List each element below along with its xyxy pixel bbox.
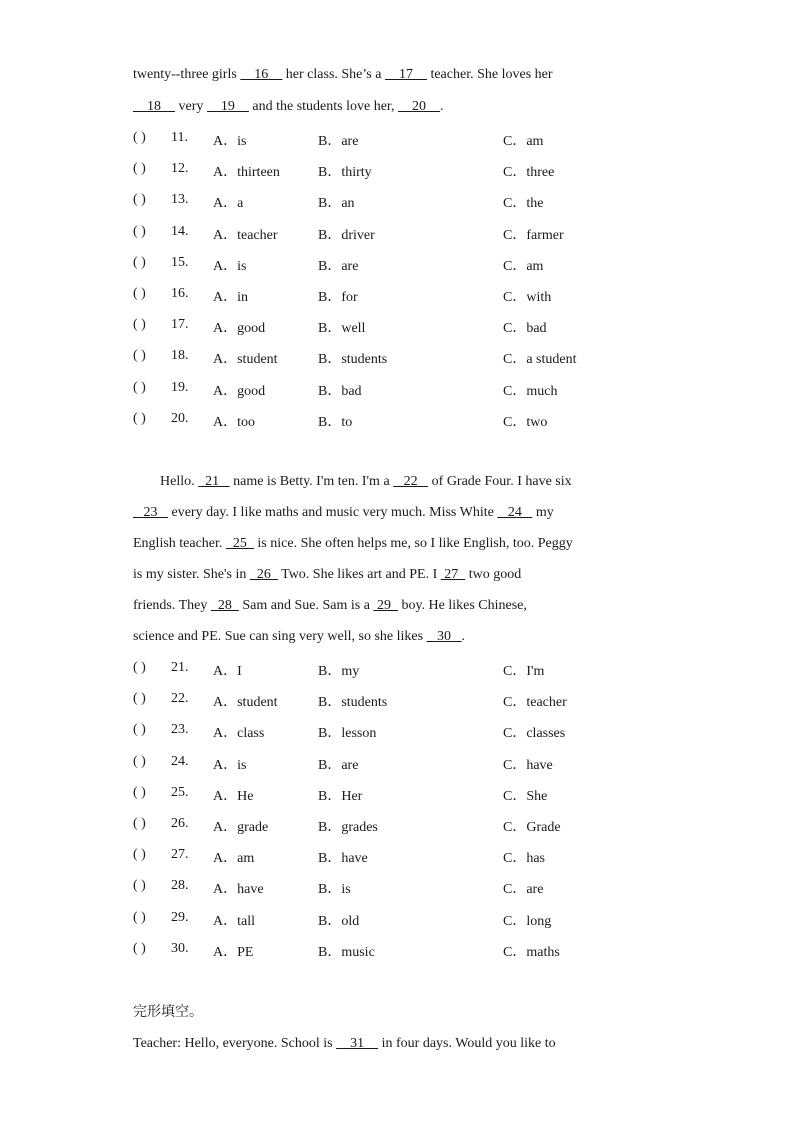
blank-17: 17	[384, 67, 427, 82]
option-b: B．lesson	[318, 726, 377, 742]
option-b: B．thirty	[318, 165, 372, 181]
option-a: A．have	[213, 882, 264, 898]
option-b: B．driver	[318, 227, 375, 243]
blank-29: 29	[373, 598, 398, 613]
option-c: C．maths	[503, 944, 560, 960]
question-number: 16.	[171, 286, 189, 301]
option-a: A．student	[213, 695, 278, 711]
option-b: B．bad	[318, 383, 362, 399]
text: English teacher.	[133, 536, 226, 551]
text: is my sister. She's in	[133, 567, 250, 582]
question-number: 23.	[171, 722, 189, 738]
option-a: A．class	[213, 726, 265, 742]
option-a: A．a	[213, 196, 244, 212]
option-a: A．is	[213, 258, 247, 274]
question-number: 11.	[171, 130, 188, 145]
option-c: C．much	[503, 383, 558, 399]
blank-16: 16	[240, 67, 283, 82]
option-c: C．has	[503, 851, 545, 867]
answer-paren[interactable]: ( )	[133, 161, 146, 177]
text: teacher. She loves her	[426, 67, 553, 82]
option-b: B．grades	[318, 820, 378, 835]
option-a: A．thirteen	[213, 165, 280, 181]
option-a: A．too	[213, 414, 255, 430]
option-b: B．students	[318, 695, 388, 711]
passage2-line6	[133, 629, 465, 645]
option-c: C．bad	[503, 321, 547, 337]
answer-paren[interactable]: ( )	[133, 691, 146, 707]
answer-paren[interactable]: ( )	[133, 223, 146, 239]
text: every day. I like maths and music very much. Miss White	[168, 505, 498, 520]
answer-paren[interactable]: ( )	[133, 784, 146, 800]
text: of Grade Four. I have six	[428, 474, 572, 489]
option-c: C．am	[503, 258, 544, 274]
option-b: B．old	[318, 913, 360, 929]
question-number: 27.	[171, 847, 189, 863]
text: Hello.	[160, 474, 199, 489]
question-number: 20.	[171, 410, 189, 426]
option-c: C．She	[503, 788, 548, 804]
question-number: 21.	[171, 660, 189, 675]
option-b: B．have	[318, 851, 368, 867]
text: .	[440, 99, 444, 114]
answer-paren[interactable]: ( )	[133, 317, 146, 333]
option-b: B．are	[318, 757, 359, 773]
option-a: A．good	[213, 383, 266, 399]
option-c: C．long	[503, 913, 552, 929]
option-b: B．Her	[318, 788, 363, 804]
text: friends. They	[133, 598, 211, 613]
option-b: B．for	[318, 290, 358, 305]
option-c: C．two	[503, 414, 548, 430]
option-b: B．to	[318, 414, 353, 430]
option-b: B．are	[318, 134, 359, 149]
option-b: B．my	[318, 664, 360, 679]
passage1-line1	[133, 67, 553, 83]
answer-paren[interactable]: ( )	[133, 348, 146, 364]
blank-25: 25	[225, 536, 254, 551]
answer-paren[interactable]: ( )	[133, 722, 146, 738]
question-number: 22.	[171, 691, 189, 707]
text: .	[461, 629, 466, 644]
option-a: A．in	[213, 290, 248, 305]
option-a: A．He	[213, 788, 254, 804]
section-heading: 完形填空。	[133, 1004, 203, 1020]
passage2-line4	[133, 567, 521, 583]
option-c: C．I'm	[503, 664, 545, 679]
option-a: A．student	[213, 352, 278, 368]
answer-paren[interactable]: ( )	[133, 660, 146, 675]
option-c: C．am	[503, 134, 544, 149]
text: two good	[465, 567, 522, 582]
blank-22: 22	[393, 474, 429, 489]
text: and the students love her,	[248, 99, 399, 114]
passage2-line3	[133, 536, 573, 552]
blank-20: 20	[398, 99, 441, 114]
blank-23: 23	[133, 505, 168, 520]
option-c: C．with	[503, 290, 552, 305]
passage1-line2	[133, 99, 444, 115]
answer-paren[interactable]: ( )	[133, 254, 146, 270]
answer-paren[interactable]: ( )	[133, 192, 146, 208]
question-number: 29.	[171, 909, 189, 925]
passage2-line1	[160, 474, 572, 490]
text: twenty--three girls	[133, 67, 241, 82]
question-number: 12.	[171, 161, 189, 177]
option-c: C．classes	[503, 726, 566, 742]
question-number: 17.	[171, 317, 189, 333]
passage2-line5	[133, 598, 527, 614]
option-c: C．teacher	[503, 695, 567, 711]
blank-27: 27	[440, 567, 466, 582]
option-b: B．well	[318, 321, 366, 337]
blank-24: 24	[497, 505, 533, 520]
option-a: A．is	[213, 134, 247, 149]
question-number: 18.	[171, 348, 189, 364]
passage2-line2	[133, 505, 554, 521]
text: is nice. She often helps me, so I like English, too. Peggy	[253, 536, 573, 551]
text: boy. He likes Chinese,	[397, 598, 527, 613]
option-a: A．tall	[213, 913, 255, 929]
option-b: B．is	[318, 882, 351, 898]
option-a: A．PE	[213, 944, 254, 960]
text: her class. She’s a	[282, 67, 385, 82]
answer-paren[interactable]: ( )	[133, 379, 146, 395]
question-number: 26.	[171, 816, 189, 831]
option-c: C．three	[503, 165, 555, 181]
text: in four days. Would you like to	[378, 1036, 556, 1051]
question-number: 24.	[171, 753, 189, 769]
option-a: A．am	[213, 851, 255, 867]
option-a: A．is	[213, 757, 247, 773]
section3-line1	[133, 1036, 556, 1052]
question-number: 15.	[171, 254, 189, 270]
answer-paren[interactable]: ( )	[133, 130, 146, 145]
option-b: B．are	[318, 258, 359, 274]
option-c: C．farmer	[503, 227, 564, 243]
question-number: 14.	[171, 223, 189, 239]
blank-26: 26	[249, 567, 278, 582]
question-number: 13.	[171, 192, 189, 208]
text: Sam and Sue. Sam is a	[238, 598, 374, 613]
option-a: A．grade	[213, 820, 269, 835]
option-c: C．have	[503, 757, 553, 773]
question-number: 30.	[171, 940, 189, 956]
blank-19: 19	[206, 99, 249, 114]
answer-paren[interactable]: ( )	[133, 816, 146, 831]
question-number: 25.	[171, 784, 189, 800]
question-number: 28.	[171, 878, 189, 894]
option-b: B．an	[318, 196, 355, 212]
answer-paren[interactable]: ( )	[133, 847, 146, 863]
answer-paren[interactable]: ( )	[133, 909, 146, 925]
option-c: C．Grade	[503, 820, 561, 835]
text: my	[532, 505, 554, 520]
option-c: C．the	[503, 196, 544, 212]
option-a: A．good	[213, 321, 266, 337]
text: Teacher: Hello, everyone. School is	[133, 1036, 337, 1051]
option-b: B．music	[318, 944, 375, 960]
option-c: C．are	[503, 882, 544, 898]
option-a: A．I	[213, 664, 242, 679]
text: name is Betty. I'm ten. I'm a	[229, 474, 394, 489]
option-c: C．a student	[503, 352, 577, 368]
text: very	[175, 99, 207, 114]
blank-30: 30	[426, 629, 462, 644]
answer-paren[interactable]: ( )	[133, 286, 146, 301]
answer-paren[interactable]: ( )	[133, 753, 146, 769]
option-b: B．students	[318, 352, 388, 368]
answer-paren[interactable]: ( )	[133, 878, 146, 894]
blank-28: 28	[210, 598, 239, 613]
question-number: 19.	[171, 379, 189, 395]
option-a: A．teacher	[213, 227, 278, 243]
blank-18: 18	[133, 99, 175, 114]
answer-paren[interactable]: ( )	[133, 410, 146, 426]
text: science and PE. Sue can sing very well, so she likes	[133, 629, 427, 644]
blank-21: 21	[198, 474, 230, 489]
blank-31: 31	[336, 1036, 379, 1051]
text: Two. She likes art and PE. I	[277, 567, 441, 582]
answer-paren[interactable]: ( )	[133, 940, 146, 956]
